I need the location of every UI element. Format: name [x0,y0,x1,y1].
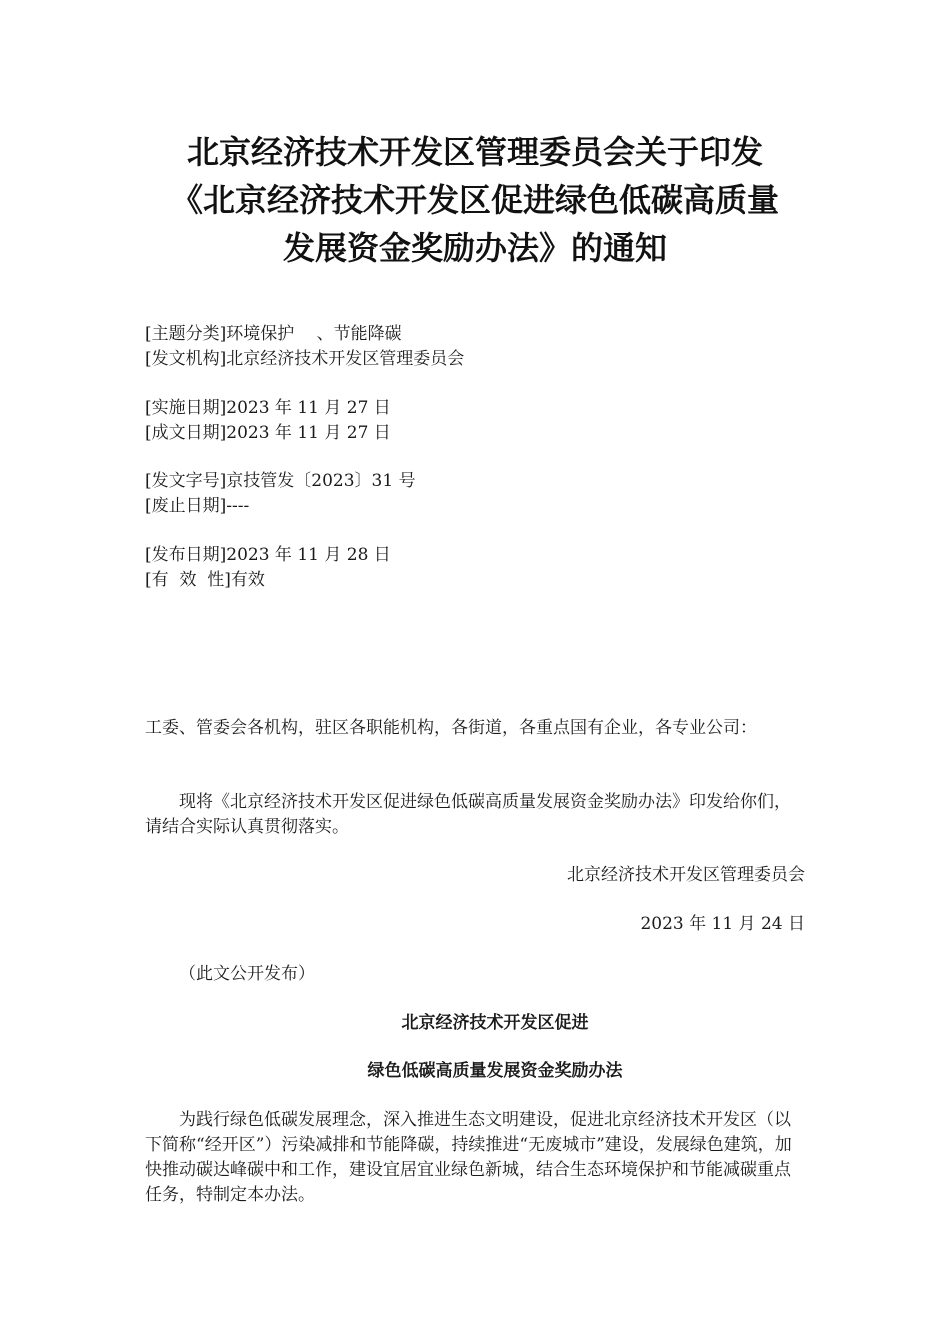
meta-repeal-date: [废止日期]---- [145,496,250,516]
measures-intro-paragraph: 为践行绿色低碳发展理念，深入推进生态文明建设，促进北京经济技术开发区（以下简称“经开区”）污染减排和节能降碳，持续推进“无废城市”建设，发展绿色建筑，加快推动碳达峰碳中和工作，建设宜居宜业绿色新城，结合生态环境保护和节能减碳重点任务，特制定本办法。 [145,1110,792,1205]
public-note: （此文公开发布） [179,964,315,984]
meta-block-publish [145,543,825,593]
title-line-2: 《北京经济技术开发区促进绿色低碳高质量 [170,181,779,219]
meta-block-number [145,469,825,519]
notice-date: 2023 年 11 月 24 日 [640,914,805,934]
notice-content: 现将《北京经济技术开发区促进绿色低碳高质量发展资金奖励办法》印发给你们，请结合实际认真贯彻落实。 [145,792,791,837]
meta-validity: [有 效 性]有效 [145,570,265,590]
title-line-1: 北京经济技术开发区管理委员会关于印发 [186,133,763,171]
meta-publish-date: [发布日期]2023 年 11 月 28 日 [145,545,391,565]
meta-drafted-date: [成文日期]2023 年 11 月 27 日 [145,423,391,443]
meta-block-classification [145,322,825,372]
title-line-3: 发展资金奖励办法》的通知 [282,229,667,267]
measures-heading-line-2: 绿色低碳高质量发展资金奖励办法 [367,1061,623,1081]
meta-doc-number: [发文字号]京技管发〔2023〕31 号 [145,471,416,491]
meta-subject: [主题分类]环境保护 、节能降碳 [145,324,402,344]
notice-recipients: 工委、管委会各机构，驻区各职能机构，各街道，各重点国有企业，各专业公司： [145,718,757,738]
document-title [120,128,830,272]
meta-effective-date: [实施日期]2023 年 11 月 27 日 [145,398,391,418]
notice-signature: 北京经济技术开发区管理委员会 [567,865,805,885]
meta-block-dates [145,396,825,446]
meta-issuer: [发文机构]北京经济技术开发区管理委员会 [145,349,465,369]
measures-heading-line-1: 北京经济技术开发区促进 [401,1013,589,1033]
